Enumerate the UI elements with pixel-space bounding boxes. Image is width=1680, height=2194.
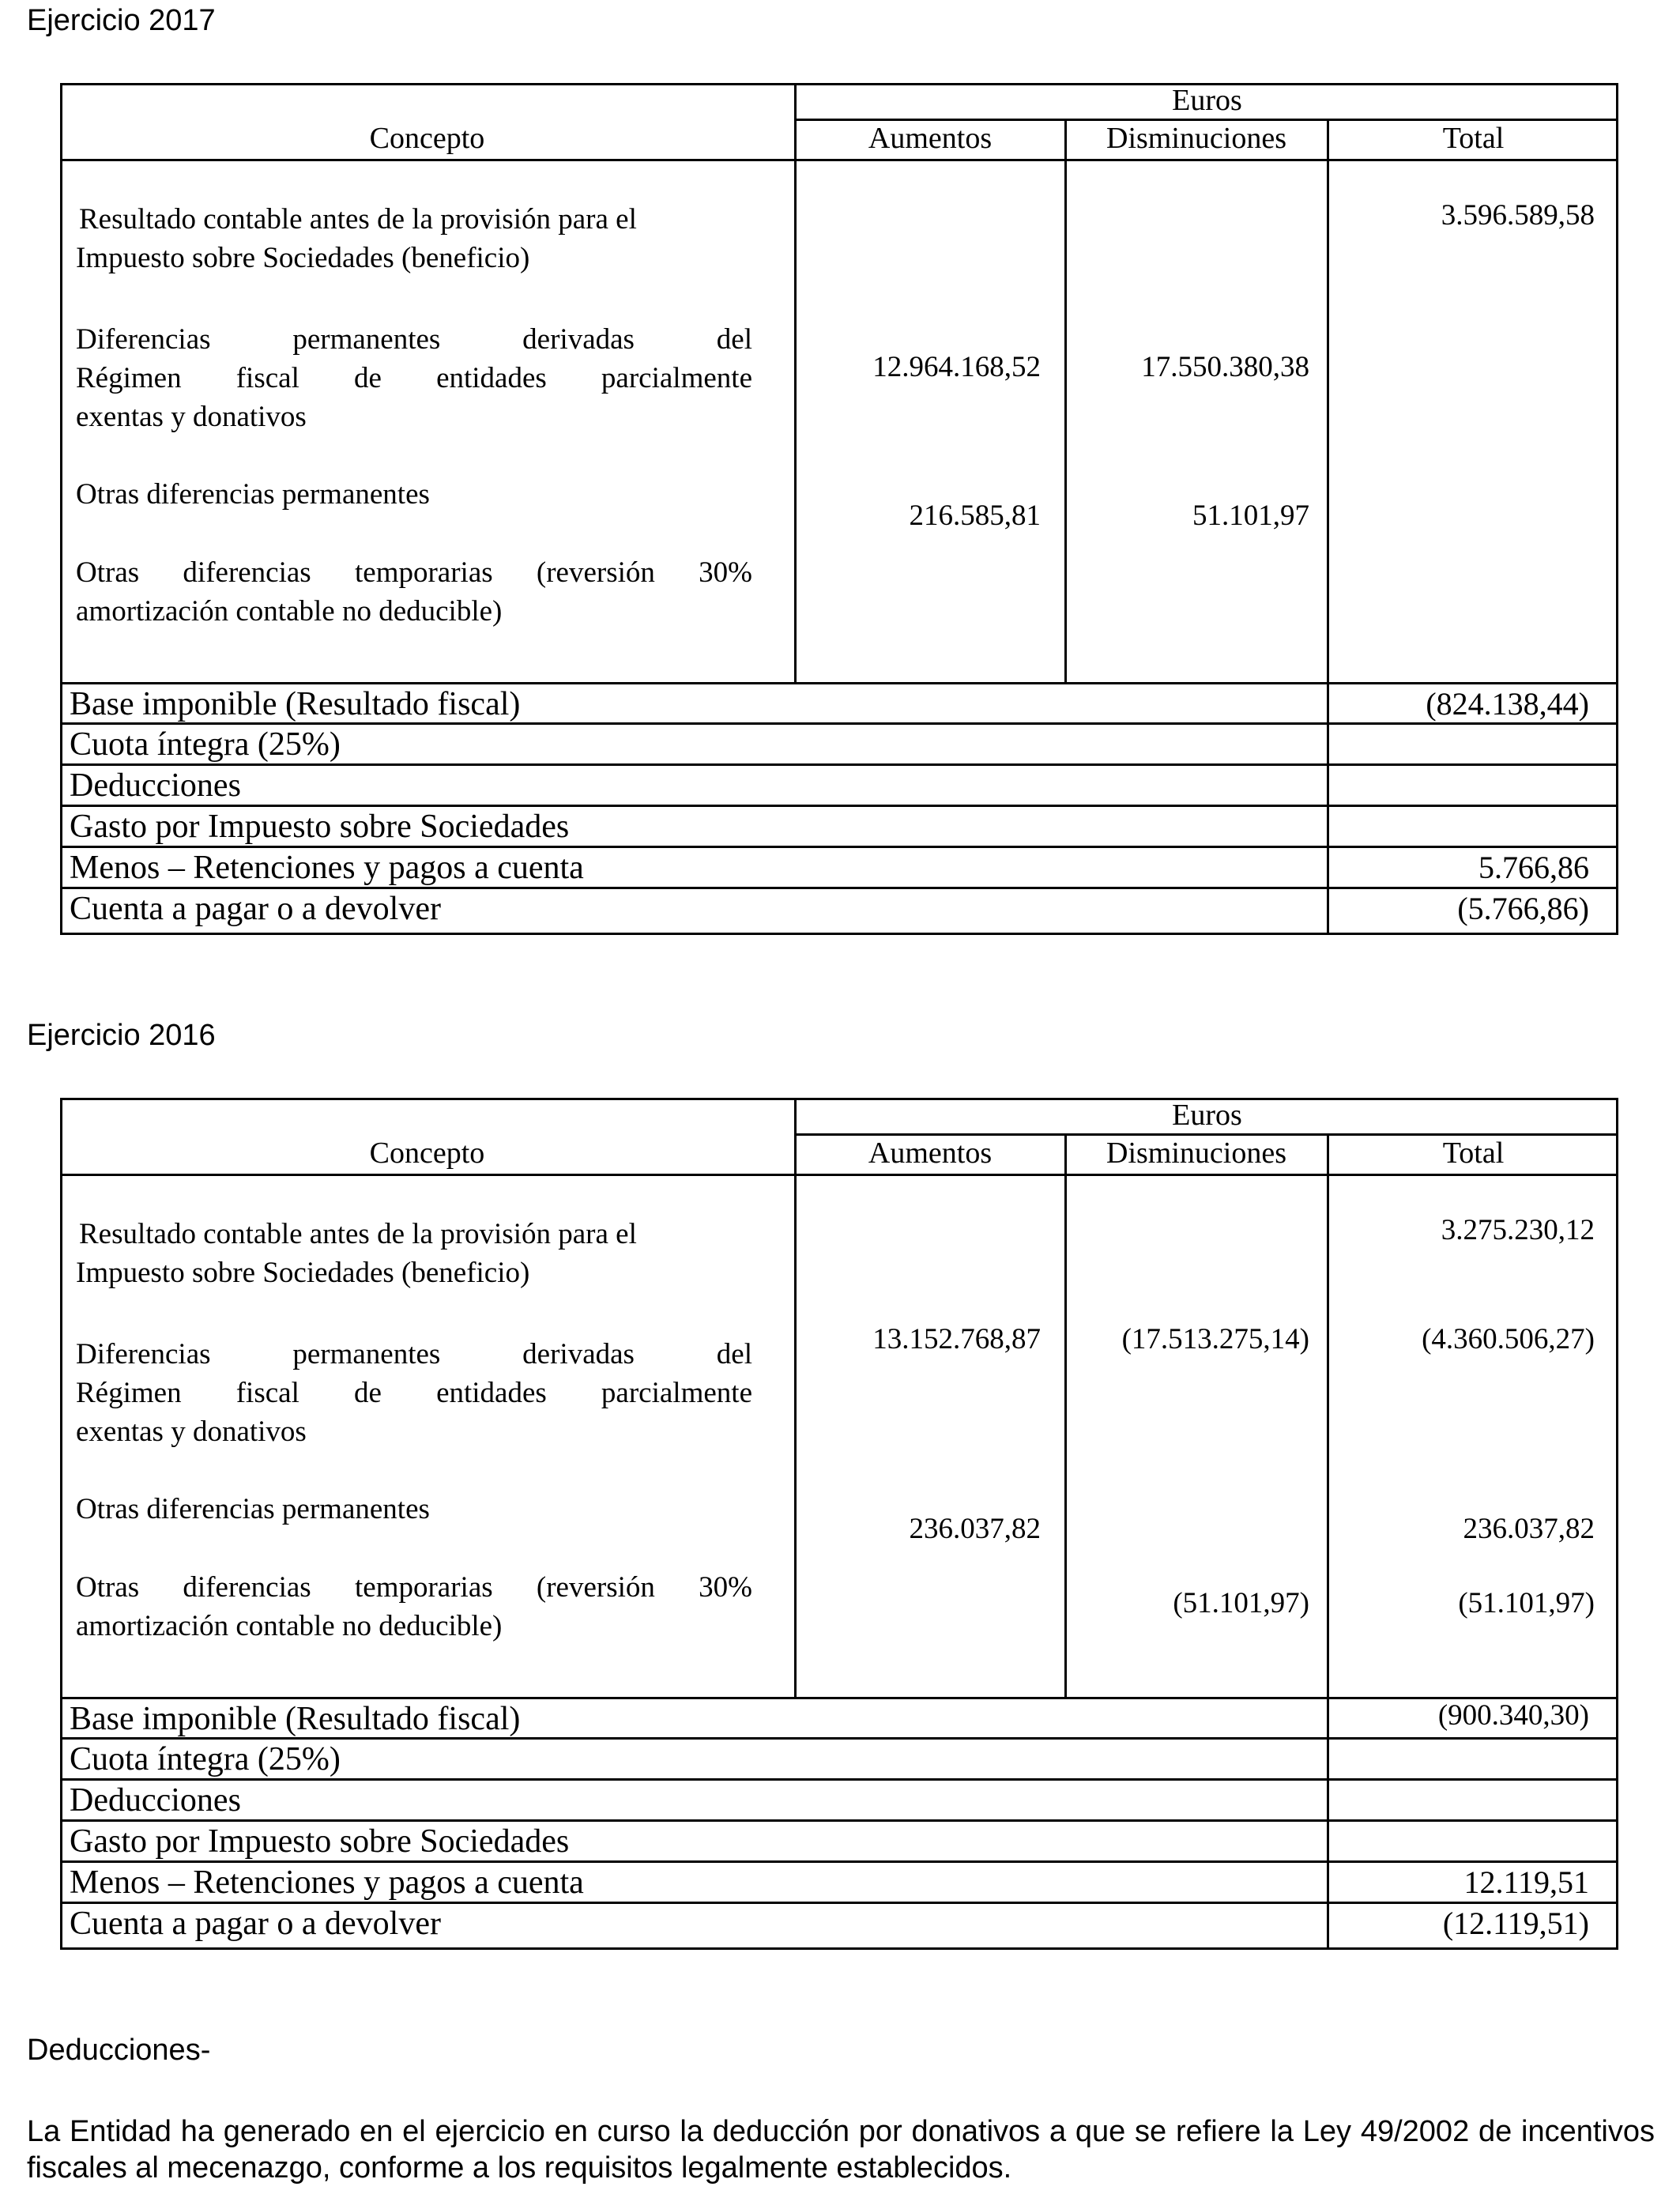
total-value: (4.360.506,27): [1422, 1323, 1595, 1355]
disminuciones-value: 17.550.380,38: [1141, 351, 1309, 383]
concept-line: Resultado contable antes de la provisión para el: [79, 1218, 637, 1250]
summary-label-retenciones: Menos – Retenciones y pagos a cuenta: [70, 1864, 584, 1901]
summary-row-line: [60, 805, 1618, 807]
summary-value-retenciones: 5.766,86: [1478, 850, 1589, 885]
concept-line: Impuesto sobre Sociedades (beneficio): [76, 1257, 530, 1289]
summary-row-line: [60, 1778, 1618, 1781]
summary-label-cuenta-pagar: Cuenta a pagar o a devolver: [70, 1906, 441, 1942]
header-concepto: Concepto: [369, 122, 485, 155]
concept-line: Régimen fiscal de entidades parcialmente: [76, 362, 752, 394]
total-value: 236.037,82: [1463, 1513, 1595, 1545]
summary-label-gasto-impuesto: Gasto por Impuesto sobre Sociedades: [70, 1823, 570, 1860]
header-concepto: Concepto: [369, 1137, 485, 1170]
summary-value-base-imponible: (824.138,44): [1426, 686, 1589, 722]
summary-row-line: [60, 763, 1618, 766]
summary-row-line: [60, 887, 1618, 889]
disminuciones-value: 51.101,97: [1192, 499, 1309, 532]
concept-diferencias-regimen-fiscal: [76, 1335, 752, 1451]
summary-value-cuenta-pagar: (5.766,86): [1457, 891, 1589, 926]
body-bottom-rule: [60, 682, 1618, 684]
table-heading: Ejercicio 2017: [27, 4, 216, 37]
aumentos-value: 216.585,81: [909, 499, 1041, 532]
concept-line: Diferencias permanentes derivadas del: [76, 1338, 752, 1370]
deducciones-paragraph: La Entidad ha generado en el ejercicio en curso la deducción por donativos a que se refiere la Ley 49/2002 de incentivos fiscales al mecenazgo, conforme a los requisitos legalmente establecidos.: [27, 2115, 1655, 2185]
summary-label-cuota-integra: Cuota íntegra (25%): [70, 726, 341, 763]
concept-line: amortización contable no deducible): [76, 595, 503, 628]
summary-label-deducciones: Deducciones: [70, 767, 241, 804]
concept-otras-diferencias-temporarias: [76, 553, 752, 631]
tax-table-2017: [60, 83, 1618, 935]
concept-resultado-contable: [76, 1215, 755, 1292]
total-value: (51.101,97): [1458, 1587, 1595, 1619]
tax-table-2016: [60, 1098, 1618, 1950]
column-line: [794, 83, 797, 684]
column-line: [1327, 119, 1329, 935]
concept-otras-diferencias-permanentes: [76, 1490, 755, 1529]
summary-label-cuota-integra: Cuota íntegra (25%): [70, 1741, 341, 1777]
concept-line: Otras diferencias temporarias (reversión 30%: [76, 556, 752, 589]
summary-row-line: [60, 846, 1618, 848]
disminuciones-value: (17.513.275,14): [1121, 1323, 1309, 1355]
summary-value-base-imponible: (900.340,30): [1437, 1699, 1589, 1732]
header-bottom-rule: [60, 159, 1618, 161]
column-line: [1064, 119, 1067, 684]
header-total: Total: [1442, 1137, 1505, 1170]
disminuciones-value: (51.101,97): [1173, 1587, 1309, 1619]
header-disminuciones: Disminuciones: [1106, 122, 1286, 155]
concept-line: Otras diferencias temporarias (reversión 30%: [76, 1571, 752, 1604]
concept-line: Resultado contable antes de la provisión para el: [79, 203, 637, 236]
concept-line: Otras diferencias permanentes: [76, 1493, 430, 1525]
concept-line: exentas y donativos: [76, 401, 307, 433]
summary-label-base-imponible: Base imponible (Resultado fiscal): [70, 1701, 521, 1737]
header-euros: Euros: [1172, 84, 1242, 117]
column-line: [794, 1098, 797, 1699]
summary-value-retenciones: 12.119,51: [1463, 1864, 1589, 1900]
summary-row-line: [60, 1819, 1618, 1822]
header-disminuciones: Disminuciones: [1106, 1137, 1286, 1170]
header-divider: [796, 1133, 1618, 1136]
aumentos-value: 236.037,82: [909, 1513, 1041, 1545]
table-heading: Ejercicio 2016: [27, 1019, 216, 1052]
concept-diferencias-regimen-fiscal: [76, 320, 752, 436]
summary-label-deducciones: Deducciones: [70, 1782, 241, 1819]
concept-line: exentas y donativos: [76, 1416, 307, 1448]
concept-otras-diferencias-temporarias: [76, 1568, 752, 1646]
concept-line: Otras diferencias permanentes: [76, 478, 430, 511]
concept-line: Diferencias permanentes derivadas del: [76, 323, 752, 356]
summary-value-cuenta-pagar: (12.119,51): [1442, 1906, 1589, 1941]
section-heading-deducciones: Deducciones-: [27, 2034, 211, 2067]
concept-line: Régimen fiscal de entidades parcialmente: [76, 1377, 752, 1409]
concept-line: Impuesto sobre Sociedades (beneficio): [76, 242, 530, 274]
header-euros: Euros: [1172, 1099, 1242, 1132]
aumentos-value: 13.152.768,87: [872, 1323, 1041, 1355]
aumentos-value: 12.964.168,52: [872, 351, 1041, 383]
total-value: 3.275.230,12: [1441, 1214, 1595, 1246]
total-value: 3.596.589,58: [1441, 199, 1595, 232]
header-divider: [796, 119, 1618, 121]
summary-label-retenciones: Menos – Retenciones y pagos a cuenta: [70, 850, 584, 886]
header-total: Total: [1442, 122, 1505, 155]
concept-otras-diferencias-permanentes: [76, 475, 755, 514]
concept-resultado-contable: [76, 200, 755, 277]
header-aumentos: Aumentos: [868, 1137, 993, 1170]
header-bottom-rule: [60, 1174, 1618, 1176]
summary-row-line: [60, 1902, 1618, 1904]
summary-label-cuenta-pagar: Cuenta a pagar o a devolver: [70, 891, 441, 927]
header-aumentos: Aumentos: [868, 122, 993, 155]
summary-row-line: [60, 1860, 1618, 1863]
summary-label-base-imponible: Base imponible (Resultado fiscal): [70, 686, 521, 722]
concept-line: amortización contable no deducible): [76, 1610, 503, 1642]
summary-label-gasto-impuesto: Gasto por Impuesto sobre Sociedades: [70, 809, 570, 845]
